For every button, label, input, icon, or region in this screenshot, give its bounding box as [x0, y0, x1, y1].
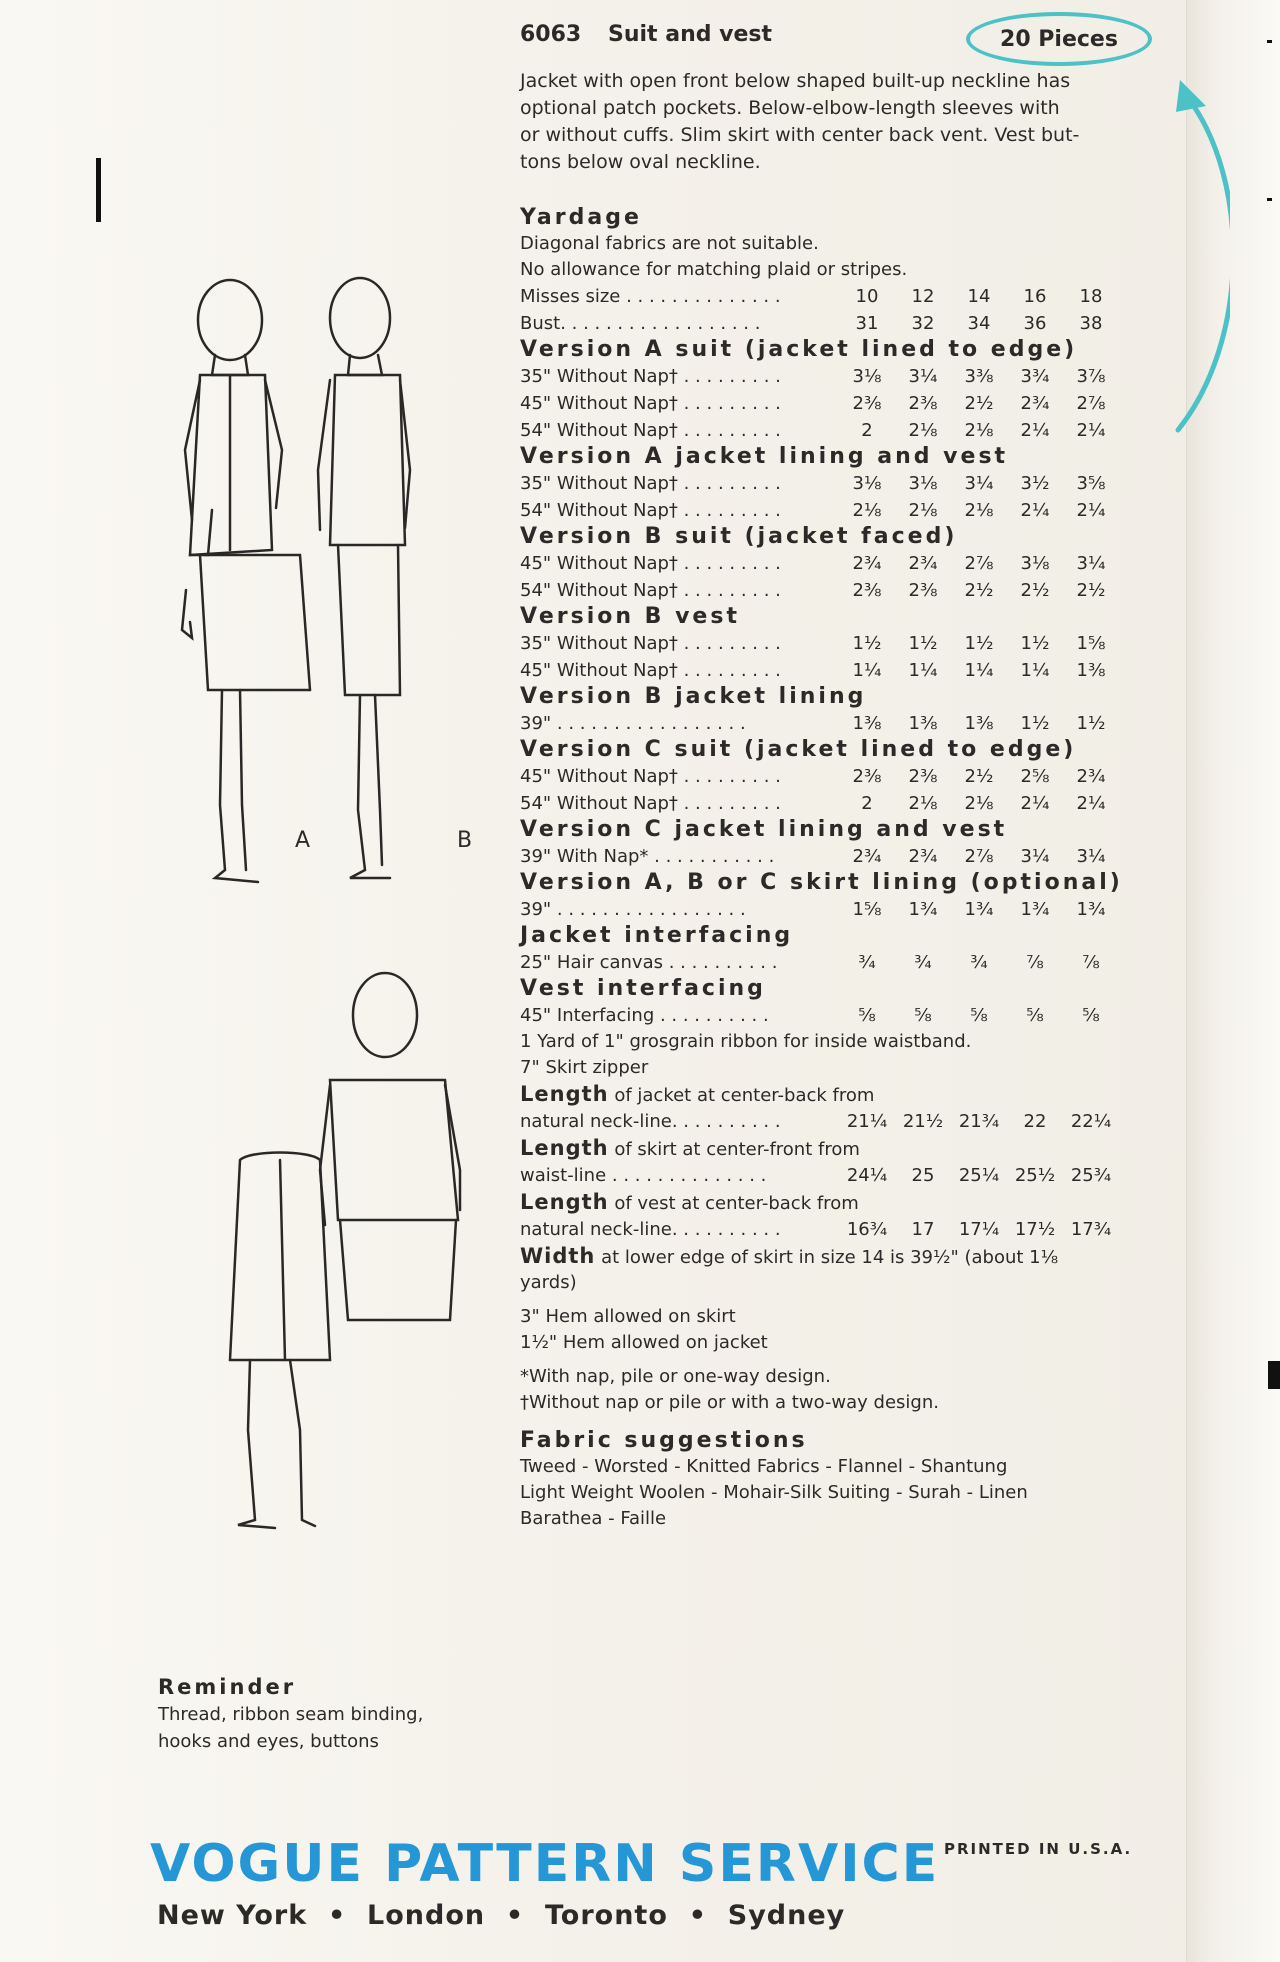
yardage-value: 1¼	[1020, 660, 1050, 681]
yardage-value: 3⅛	[908, 473, 938, 494]
yardage-row	[520, 470, 1125, 497]
yardage-value: 1⅜	[908, 713, 938, 734]
yardage-value: 2⅛	[964, 793, 994, 814]
row-label: 39" . . . . . . . . . . . . . . . . .	[520, 899, 746, 920]
yardage-value: 16¾	[846, 1219, 888, 1240]
yardage-value: 2⅛	[908, 420, 938, 441]
yardage-value: 17¼	[958, 1219, 1000, 1240]
pattern-description	[520, 68, 1120, 176]
fabric-line: Tweed - Worsted - Knitted Fabrics - Flannel - Shantung	[520, 1456, 1008, 1477]
yardage-value: 25	[911, 1165, 935, 1186]
figure-label-b: B	[457, 828, 473, 853]
yardage-value: ⅝	[970, 1005, 988, 1026]
row-label: Misses size . . . . . . . . . . . . . .	[520, 286, 781, 307]
row-label: Bust. . . . . . . . . . . . . . . . . .	[520, 313, 761, 334]
yardage-value: 3⅝	[1076, 473, 1106, 494]
yardage-value: 1½	[1076, 713, 1106, 734]
row-label: 45" Without Nap† . . . . . . . . .	[520, 553, 781, 574]
yardage-row	[520, 657, 1125, 684]
yardage-value: 2⅛	[964, 420, 994, 441]
length-line	[520, 1189, 1125, 1216]
section-heading: Jacket interfacing	[520, 923, 794, 948]
cities-line: New York • London • Toronto • Sydney	[157, 1900, 846, 1931]
yardage-value: 1⅝	[1076, 633, 1106, 654]
description-line: tons below oval neckline.	[520, 151, 761, 173]
yardage-value: 31	[855, 313, 879, 334]
edge-mark	[1267, 198, 1272, 201]
yardage-value: 2⅜	[852, 580, 882, 601]
yardage-value: 2⅜	[908, 580, 938, 601]
yardage-row	[520, 843, 1125, 870]
yardage-value: 1½	[908, 633, 938, 654]
figure-c-illustration	[220, 960, 520, 1560]
yardage-note: No allowance for matching plaid or stripes.	[520, 259, 908, 280]
yardage-value: 1⅜	[964, 713, 994, 734]
yardage-value: 2	[861, 420, 873, 441]
yardage-value: 2⅞	[964, 553, 994, 574]
yardage-value: ⅞	[1026, 952, 1044, 973]
edge-mark	[1268, 1361, 1280, 1389]
yardage-value: 1½	[1020, 713, 1050, 734]
hem-line: 1½" Hem allowed on jacket	[520, 1332, 768, 1353]
yardage-value: 1¾	[1076, 899, 1106, 920]
yardage-value: 2⅛	[908, 500, 938, 521]
yardage-value: ⅝	[914, 1005, 932, 1026]
yardage-value: ¾	[858, 952, 876, 973]
row-label: 45" Without Nap† . . . . . . . . .	[520, 393, 781, 414]
yardage-value: 3⅛	[1020, 553, 1050, 574]
length-line	[520, 1135, 1125, 1162]
yardage-row	[520, 310, 1125, 337]
yardage-row	[520, 763, 1125, 790]
yardage-value: 3¼	[964, 473, 994, 494]
length-text: of vest at center-back from	[608, 1193, 859, 1214]
city: Toronto	[544, 1900, 668, 1931]
yardage-value: 21¾	[958, 1111, 1000, 1132]
yardage-value: 14	[967, 286, 991, 307]
yardage-value: 25¼	[958, 1165, 1000, 1186]
yardage-value: 2¾	[1076, 766, 1106, 787]
yardage-value: 17	[911, 1219, 935, 1240]
description-line: optional patch pockets. Below-elbow-length sleeves with	[520, 97, 1060, 119]
row-label: 45" Interfacing . . . . . . . . . .	[520, 1005, 769, 1026]
reminder-line: hooks and eyes, buttons	[158, 1731, 379, 1752]
yardage-heading: Yardage	[520, 205, 642, 230]
yardage-value: 2½	[964, 393, 994, 414]
pieces-count-circled	[966, 12, 1152, 66]
curved-arrow-icon	[1150, 60, 1230, 440]
row-label: 35" Without Nap† . . . . . . . . .	[520, 633, 781, 654]
yardage-value: 22	[1023, 1111, 1047, 1132]
yardage-row	[520, 363, 1125, 390]
yardage-value: 1¾	[908, 899, 938, 920]
notion-line: 1 Yard of 1" grosgrain ribbon for inside waistband.	[520, 1031, 972, 1052]
row-label: natural neck-line. . . . . . . . . .	[520, 1111, 781, 1132]
yardage-value: 3½	[1020, 473, 1050, 494]
length-bold: Length	[520, 1082, 609, 1106]
yardage-value: 12	[911, 286, 935, 307]
edge-mark	[96, 158, 101, 222]
length-text: of jacket at center-back from	[608, 1085, 875, 1106]
yardage-value: ¾	[970, 952, 988, 973]
row-label: 45" Without Nap† . . . . . . . . .	[520, 660, 781, 681]
yardage-value: 2⅝	[1020, 766, 1050, 787]
yardage-value: 3¼	[1020, 846, 1050, 867]
yardage-row	[520, 497, 1125, 524]
section-heading: Vest interfacing	[520, 976, 766, 1001]
yardage-value: 2⅜	[852, 766, 882, 787]
yardage-value: 1½	[852, 633, 882, 654]
row-label: 39" With Nap* . . . . . . . . . . .	[520, 846, 775, 867]
yardage-value: 1¾	[964, 899, 994, 920]
yardage-value: 24¼	[846, 1165, 888, 1186]
yardage-value: 2¾	[1020, 393, 1050, 414]
yardage-value: 2½	[964, 766, 994, 787]
yardage-value: 2¼	[1020, 793, 1050, 814]
yardage-value: 2⅛	[964, 500, 994, 521]
yardage-value: 21¼	[846, 1111, 888, 1132]
edge-mark	[1267, 40, 1272, 43]
row-label: 54" Without Nap† . . . . . . . . .	[520, 793, 781, 814]
yardage-value: ⅝	[1026, 1005, 1044, 1026]
yardage-value: 2¼	[1076, 793, 1106, 814]
yardage-value: 2⅞	[1076, 393, 1106, 414]
city: Sydney	[727, 1900, 846, 1931]
row-label: waist-line . . . . . . . . . . . . . .	[520, 1165, 767, 1186]
yardage-value: 1¾	[1020, 899, 1050, 920]
figure-a-b-illustration	[160, 270, 500, 910]
yardage-value: 17¾	[1070, 1219, 1112, 1240]
city: London	[367, 1900, 486, 1931]
yardage-value: 25½	[1014, 1165, 1056, 1186]
section-heading: Version A suit (jacket lined to edge)	[520, 337, 1078, 362]
yardage-value: 2¼	[1020, 420, 1050, 441]
row-label: 54" Without Nap† . . . . . . . . .	[520, 580, 781, 601]
row-label: 45" Without Nap† . . . . . . . . .	[520, 766, 781, 787]
section-heading: Version A jacket lining and vest	[520, 444, 1009, 469]
yardage-value: 2⅛	[852, 500, 882, 521]
yardage-value: 3¼	[908, 366, 938, 387]
row-label: 35" Without Nap† . . . . . . . . .	[520, 473, 781, 494]
yardage-row	[520, 1216, 1125, 1243]
length-text: of skirt at center-front from	[608, 1139, 860, 1160]
yardage-value: 3⅜	[964, 366, 994, 387]
fabric-heading: Fabric suggestions	[520, 1428, 808, 1453]
yardage-value: 2½	[964, 580, 994, 601]
width-text: at lower edge of skirt in size 14 is 39½" (about 1⅛	[595, 1247, 1059, 1268]
yardage-value: 3⅛	[852, 473, 882, 494]
yardage-value: 2¼	[1076, 420, 1106, 441]
row-label: 54" Without Nap† . . . . . . . . .	[520, 500, 781, 521]
yardage-value: 2⅜	[852, 393, 882, 414]
yardage-value: 1½	[1020, 633, 1050, 654]
yardage-row	[520, 790, 1125, 817]
yardage-row	[520, 283, 1125, 310]
yardage-row	[520, 390, 1125, 417]
yardage-row	[520, 896, 1125, 923]
yardage-value: 1¼	[908, 660, 938, 681]
pattern-title: Suit and vest	[608, 22, 773, 47]
section-heading: Version A, B or C skirt lining (optional)	[520, 870, 1123, 895]
yardage-value: 2¾	[908, 846, 938, 867]
yardage-value: 10	[855, 286, 879, 307]
yardage-value: 22¼	[1070, 1111, 1112, 1132]
footnote-line: *With nap, pile or one-way design.	[520, 1366, 831, 1387]
section-heading: Version B vest	[520, 604, 740, 629]
section-heading: Version C suit (jacket lined to edge)	[520, 737, 1077, 762]
yardage-value: ⅝	[858, 1005, 876, 1026]
width-bold: Width	[520, 1244, 596, 1268]
reminder-line: Thread, ribbon seam binding,	[158, 1704, 424, 1725]
yardage-value: 3⅞	[1076, 366, 1106, 387]
pieces-count: 20 Pieces	[1000, 26, 1118, 52]
yardage-value: 2⅜	[908, 766, 938, 787]
reminder-box	[158, 1674, 488, 1755]
yardage-value: 2⅜	[908, 393, 938, 414]
yardage-table	[520, 205, 1125, 1532]
brand-logo: VOGUE PATTERN SERVICE	[150, 1834, 940, 1894]
hem-line: 3" Hem allowed on skirt	[520, 1306, 736, 1327]
yardage-value: ¾	[914, 952, 932, 973]
yardage-row	[520, 630, 1125, 657]
fabric-line: Barathea - Faille	[520, 1508, 667, 1529]
notion-line: 7" Skirt zipper	[520, 1057, 649, 1078]
yardage-value: 2¾	[852, 846, 882, 867]
yardage-row	[520, 550, 1125, 577]
yardage-value: 25¾	[1070, 1165, 1112, 1186]
yardage-row	[520, 1002, 1125, 1029]
yardage-note: Diagonal fabrics are not suitable.	[520, 233, 819, 254]
length-bold: Length	[520, 1136, 609, 1160]
width-line-2: yards)	[520, 1272, 577, 1293]
row-label: 54" Without Nap† . . . . . . . . .	[520, 420, 781, 441]
yardage-value: 38	[1079, 313, 1103, 334]
yardage-value: 2⅞	[964, 846, 994, 867]
description-line: or without cuffs. Slim skirt with center back vent. Vest but-	[520, 124, 1080, 146]
yardage-value: 2¼	[1020, 500, 1050, 521]
yardage-row	[520, 577, 1125, 604]
yardage-row	[520, 949, 1125, 976]
figure-label-a: A	[295, 828, 311, 853]
yardage-value: 16	[1023, 286, 1047, 307]
row-label: natural neck-line. . . . . . . . . .	[520, 1219, 781, 1240]
city: New York	[157, 1900, 308, 1931]
yardage-value: 3¾	[1020, 366, 1050, 387]
section-heading: Version B suit (jacket faced)	[520, 524, 958, 549]
yardage-value: 1⅜	[852, 713, 882, 734]
section-heading: Version B jacket lining	[520, 684, 867, 709]
yardage-row	[520, 1162, 1125, 1189]
length-bold: Length	[520, 1190, 609, 1214]
yardage-value: 36	[1023, 313, 1047, 334]
row-label: 35" Without Nap† . . . . . . . . .	[520, 366, 781, 387]
reminder-heading: Reminder	[158, 1675, 297, 1699]
yardage-value: 17½	[1014, 1219, 1056, 1240]
yardage-value: 18	[1079, 286, 1103, 307]
yardage-value: 2½	[1076, 580, 1106, 601]
footnote-line: †Without nap or pile or with a two-way design.	[520, 1392, 939, 1413]
yardage-value: 1½	[964, 633, 994, 654]
yardage-value: 2¾	[908, 553, 938, 574]
yardage-value: 3⅛	[852, 366, 882, 387]
width-line	[520, 1243, 1125, 1270]
yardage-value: 1⅜	[1076, 660, 1106, 681]
length-line	[520, 1081, 1125, 1108]
yardage-value: 3¼	[1076, 846, 1106, 867]
description-line: Jacket with open front below shaped built-up neckline has	[520, 70, 1071, 92]
yardage-value: 3¼	[1076, 553, 1106, 574]
yardage-value: 2	[861, 793, 873, 814]
yardage-value: 1¼	[964, 660, 994, 681]
yardage-value: 2⅛	[908, 793, 938, 814]
yardage-value: 2¼	[1076, 500, 1106, 521]
printed-in-usa: PRINTED IN U.S.A.	[944, 1840, 1133, 1858]
row-label: 25" Hair canvas . . . . . . . . . .	[520, 952, 778, 973]
fabric-line: Light Weight Woolen - Mohair-Silk Suiting - Surah - Linen	[520, 1482, 1028, 1503]
section-heading: Version C jacket lining and vest	[520, 817, 1008, 842]
yardage-row	[520, 710, 1125, 737]
yardage-row	[520, 1108, 1125, 1135]
yardage-value: 2¾	[852, 553, 882, 574]
yardage-value: ⅞	[1082, 952, 1100, 973]
yardage-value: 32	[911, 313, 935, 334]
yardage-value: ⅝	[1082, 1005, 1100, 1026]
yardage-value: 1⅝	[852, 899, 882, 920]
yardage-value: 34	[967, 313, 991, 334]
yardage-row	[520, 417, 1125, 444]
yardage-value: 1¼	[852, 660, 882, 681]
pattern-number: 6063	[520, 22, 582, 47]
yardage-value: 2½	[1020, 580, 1050, 601]
row-label: 39" . . . . . . . . . . . . . . . . .	[520, 713, 746, 734]
yardage-value: 21½	[902, 1111, 944, 1132]
